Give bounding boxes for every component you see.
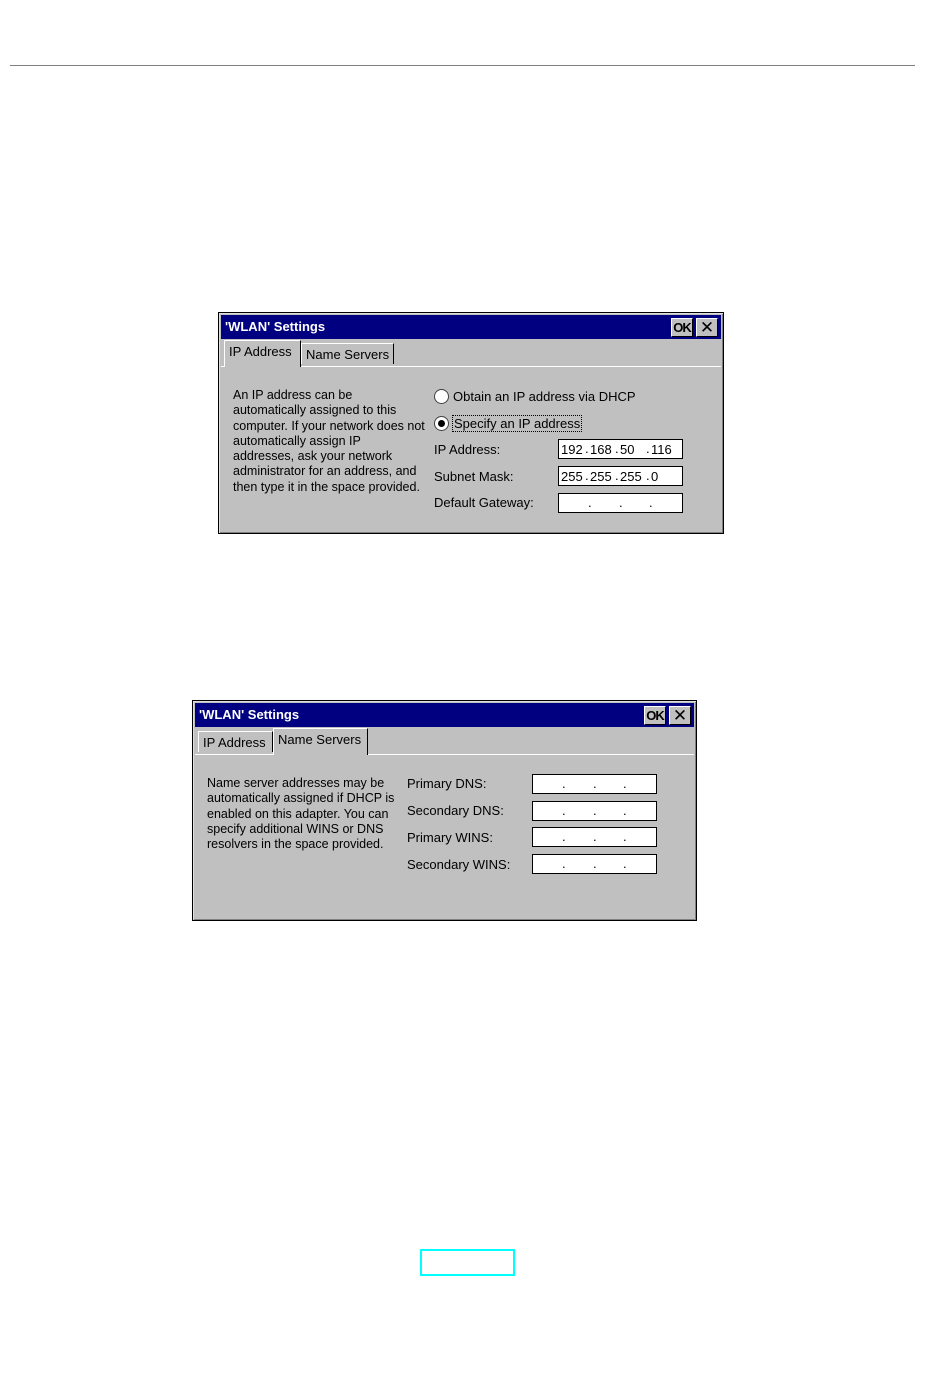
pdns-octet-1[interactable]	[535, 776, 563, 792]
gw-dot-1: .	[588, 495, 592, 510]
swins-octet-2[interactable]	[566, 856, 594, 872]
mask-dot-2: .	[615, 468, 619, 483]
pdns-dot-1: .	[562, 776, 566, 791]
pdns-dot-3: .	[623, 776, 627, 791]
pdns-octet-4[interactable]	[627, 776, 655, 792]
tab-panel-border	[195, 754, 694, 755]
gw-octet-2[interactable]	[592, 495, 620, 511]
secondary-wins-label: Secondary WINS:	[407, 857, 511, 872]
ok-button[interactable]: OK	[644, 706, 666, 725]
swins-octet-4[interactable]	[627, 856, 655, 872]
sdns-dot-2: .	[593, 803, 597, 818]
mask-octet-3[interactable]	[620, 468, 648, 484]
pwins-dot-3: .	[623, 829, 627, 844]
gw-octet-3[interactable]	[623, 495, 651, 511]
dialog-title: 'WLAN' Settings	[199, 707, 300, 722]
ip-dot-2: .	[615, 441, 619, 456]
title-bar	[195, 703, 694, 727]
gw-dot-3: .	[649, 495, 653, 510]
tab-name-servers[interactable]: Name Servers	[301, 343, 394, 364]
pwins-octet-2[interactable]	[566, 829, 594, 845]
mask-octet-4[interactable]	[651, 468, 679, 484]
sdns-octet-1[interactable]	[535, 803, 563, 819]
default-gateway-label: Default Gateway:	[434, 495, 534, 510]
wlan-settings-dialog-ip	[218, 312, 724, 534]
ip-octet-2[interactable]	[590, 441, 618, 457]
radio-dhcp[interactable]	[434, 389, 636, 404]
ip-octet-3[interactable]	[620, 441, 648, 457]
dialog-title: 'WLAN' Settings	[225, 319, 326, 334]
sdns-dot-3: .	[623, 803, 627, 818]
primary-wins-label: Primary WINS:	[407, 830, 493, 845]
ip-description: An IP address can be automatically assigned to this computer. If your network does not automatically assign IP addresses, ask your network administrator for an address, and then type it in the space provided.	[233, 388, 425, 494]
wlan-settings-dialog-name-servers	[192, 700, 697, 921]
radio-dhcp-label[interactable]: Obtain an IP address via DHCP	[453, 389, 636, 404]
tab-ip-address[interactable]: IP Address	[224, 340, 301, 367]
title-bar	[221, 315, 721, 339]
secondary-wins-field[interactable]	[532, 854, 657, 874]
tab-name-servers[interactable]: Name Servers	[273, 728, 368, 755]
tab-ip-address[interactable]: IP Address	[198, 731, 273, 752]
pdns-octet-3[interactable]	[597, 776, 625, 792]
pwins-octet-4[interactable]	[627, 829, 655, 845]
default-gateway-field[interactable]	[558, 493, 683, 513]
pdns-octet-2[interactable]	[566, 776, 594, 792]
swins-octet-1[interactable]	[535, 856, 563, 872]
pwins-octet-3[interactable]	[597, 829, 625, 845]
ip-address-label: IP Address:	[434, 442, 501, 457]
gw-dot-2: .	[619, 495, 623, 510]
close-button[interactable]: ✕	[669, 706, 691, 725]
sdns-dot-1: .	[562, 803, 566, 818]
ip-dot-3: .	[646, 441, 650, 456]
sdns-octet-3[interactable]	[597, 803, 625, 819]
subnet-mask-label: Subnet Mask:	[434, 469, 514, 484]
pwins-octet-1[interactable]	[535, 829, 563, 845]
pdns-dot-2: .	[593, 776, 597, 791]
pwins-dot-1: .	[562, 829, 566, 844]
secondary-dns-label: Secondary DNS:	[407, 803, 504, 818]
tab-strip	[221, 340, 721, 364]
subnet-mask-field[interactable]	[558, 466, 683, 486]
mask-octet-2[interactable]	[590, 468, 618, 484]
primary-dns-label: Primary DNS:	[407, 776, 487, 791]
pwins-dot-2: .	[593, 829, 597, 844]
primary-wins-field[interactable]	[532, 827, 657, 847]
radio-specify[interactable]	[434, 416, 581, 431]
page-number-box	[420, 1249, 515, 1276]
ip-address-field[interactable]	[558, 439, 683, 459]
gw-octet-1[interactable]	[561, 495, 589, 511]
header-rule	[10, 65, 915, 66]
gw-octet-4[interactable]	[653, 495, 681, 511]
ip-octet-4[interactable]	[651, 441, 679, 457]
radio-specify-label[interactable]: Specify an IP address	[454, 416, 581, 431]
mask-dot-3: .	[646, 468, 650, 483]
swins-dot-3: .	[623, 856, 627, 871]
radio-dhcp-circle[interactable]	[434, 389, 449, 404]
swins-dot-1: .	[562, 856, 566, 871]
ok-button[interactable]: OK	[671, 318, 693, 337]
secondary-dns-field[interactable]	[532, 801, 657, 821]
sdns-octet-4[interactable]	[627, 803, 655, 819]
mask-dot-1: .	[585, 468, 589, 483]
swins-dot-2: .	[593, 856, 597, 871]
close-button[interactable]: ✕	[696, 318, 718, 337]
swins-octet-3[interactable]	[597, 856, 625, 872]
ip-dot-1: .	[585, 441, 589, 456]
tab-strip	[195, 728, 694, 752]
primary-dns-field[interactable]	[532, 774, 657, 794]
radio-specify-circle[interactable]	[434, 416, 449, 431]
name-servers-description: Name server addresses may be automatically assigned if DHCP is enabled on this adapter. You can specify additional WINS or DNS resolvers in the space provided.	[207, 776, 395, 852]
sdns-octet-2[interactable]	[566, 803, 594, 819]
